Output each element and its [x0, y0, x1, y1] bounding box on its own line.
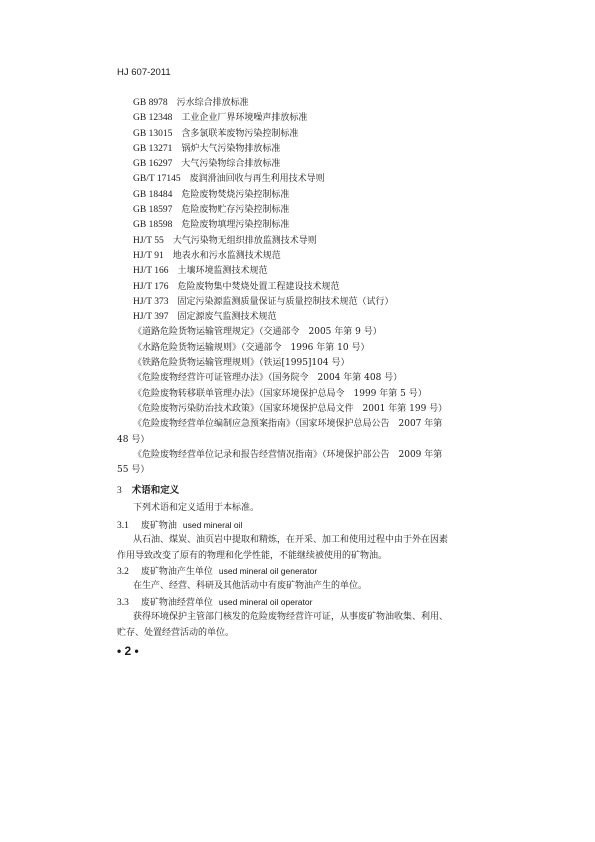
regulation-continuation [117, 463, 487, 478]
reference-title: 危险废物焚烧污染控制标准 [181, 189, 290, 200]
reference-code: HJ/T 176 [133, 281, 169, 292]
reference-item [133, 172, 487, 187]
reference-title: 工业企业厂界环境噪声排放标准 [181, 113, 308, 124]
reference-item [133, 203, 487, 218]
term-definition [117, 609, 487, 641]
term-heading [117, 518, 242, 531]
regulation-item [133, 448, 487, 463]
section-heading [117, 482, 179, 496]
reference-code: GB 18597 [133, 205, 173, 216]
definition-line: 在生产、经营、科研及其他活动中有废矿物油产生的单位。 [133, 581, 368, 591]
reference-title: 污水综合排放标准 [176, 98, 249, 108]
regulation-text-cont: 48 号） [117, 434, 150, 445]
reference-code: GB 8978 [133, 98, 168, 108]
term-zh: 废矿物油产生单位 [140, 567, 213, 577]
reference-code: HJ/T 373 [133, 296, 169, 307]
reference-title: 大气污染物综合排放标准 [181, 159, 281, 170]
reference-item [133, 157, 487, 172]
reference-title: 大气污染物无组织排放监测技术导则 [172, 235, 317, 246]
reference-title: 固定源废气监测技术规范 [177, 312, 277, 323]
reference-code: HJ/T 55 [133, 235, 164, 246]
regulation-text-cont: 55 号） [117, 465, 150, 476]
definition-line: 获得环境保护主管部门核发的危险废物经营许可证，从事废矿物油收集、利用、 [133, 612, 449, 622]
reference-item [133, 280, 487, 295]
reference-code: HJ/T 166 [133, 266, 169, 277]
reference-item [133, 111, 487, 126]
reference-code: GB 12348 [133, 113, 173, 124]
reference-title: 地表水和污水监测技术规范 [172, 250, 281, 261]
term-heading [117, 595, 312, 608]
regulation-item: 《铁路危险货物运输管理规则》（铁运[1995]104 号） [133, 358, 350, 369]
term-en: used mineral oil operator [218, 597, 313, 607]
term-definition [117, 532, 487, 564]
reference-item [133, 188, 487, 203]
regulation-item: 《危险废物经营许可证管理办法》（国务院令 2004 年第 408 号） [133, 373, 403, 384]
section-intro: 下列术语和定义适用于本标准。 [133, 503, 260, 513]
term-number: 3.2 [117, 567, 129, 577]
regulation-item: 《危险废物转移联单管理办法》（国家环境保护总局令 1999 年第 5 号） [133, 388, 427, 399]
reference-item [133, 142, 487, 157]
section-number: 3 [117, 486, 122, 496]
reference-code: GB 13271 [133, 143, 173, 154]
reference-item [133, 96, 487, 111]
reference-item [133, 310, 487, 325]
reference-item [133, 234, 487, 249]
reference-title: 锅炉大气污染物排放标准 [181, 143, 281, 154]
reference-title: 危险废物填埋污染控制标准 [181, 220, 290, 231]
term-heading [117, 564, 317, 577]
reference-item [133, 249, 487, 264]
term-number: 3.3 [117, 598, 129, 608]
reference-title: 危险废物贮存污染控制标准 [181, 205, 290, 216]
regulation-item: 《危险废物污染防治技术政策》（国家环境保护总局文件 2001 年第 199 号） [133, 403, 448, 414]
regulation-item [133, 417, 487, 432]
reference-item [133, 264, 487, 279]
reference-title: 废润滑油回收与再生利用技术导则 [189, 174, 325, 185]
section-title: 术语和定义 [131, 485, 180, 496]
regulation-item: 《道路危险货物运输管理规定》（交通部令 2005 年第 9 号） [133, 327, 382, 338]
reference-code: GB/T 17145 [133, 174, 181, 185]
term-definition [117, 578, 487, 594]
page-number: • 2 • [117, 644, 139, 658]
document-code: HJ 607-2011 [117, 67, 171, 78]
reference-code: HJ/T 397 [133, 312, 169, 323]
definition-line: 从石油、煤炭、油页岩中提取和精炼，在开采、加工和使用过程中由于外在因素 [133, 535, 449, 545]
term-number: 3.1 [117, 521, 129, 531]
reference-item [133, 127, 487, 142]
reference-code: GB 13015 [133, 128, 173, 139]
normative-references [117, 96, 487, 478]
reference-title: 固定污染源监测质量保证与质量控制技术规范（试行） [177, 296, 394, 307]
term-en: used mineral oil [182, 520, 243, 530]
reference-code: GB 18598 [133, 220, 173, 231]
definition-line: 贮存、处置经营活动的单位。 [117, 628, 235, 638]
term-en: used mineral oil generator [218, 566, 318, 576]
reference-title: 含多氯联苯废物污染控制标准 [181, 128, 299, 139]
reference-title: 危险废物集中焚烧处置工程建设技术规范 [177, 281, 340, 292]
term-zh: 废矿物油经营单位 [140, 598, 213, 608]
regulation-text: 《危险废物经营单位编制应急预案指南》（国家环境保护总局公告 2007 年第 [133, 419, 443, 430]
regulation-continuation [117, 433, 487, 448]
regulation-item: 《水路危险货物运输规则》（交通部令 1996 年第 10 号） [133, 342, 370, 353]
reference-code: HJ/T 91 [133, 250, 164, 261]
term-zh: 废矿物油 [140, 521, 177, 531]
reference-code: GB 16297 [133, 159, 173, 170]
reference-item [133, 295, 487, 310]
definition-line: 作用导致改变了原有的物理和化学性能，不能继续被使用的矿物油。 [117, 551, 388, 561]
reference-code: GB 18484 [133, 189, 173, 200]
regulation-text: 《危险废物经营单位记录和报告经营情况指南》（环境保护部公告 2009 年第 [133, 449, 443, 460]
reference-title: 土壤环境监测技术规范 [177, 266, 268, 277]
reference-item [133, 218, 487, 233]
